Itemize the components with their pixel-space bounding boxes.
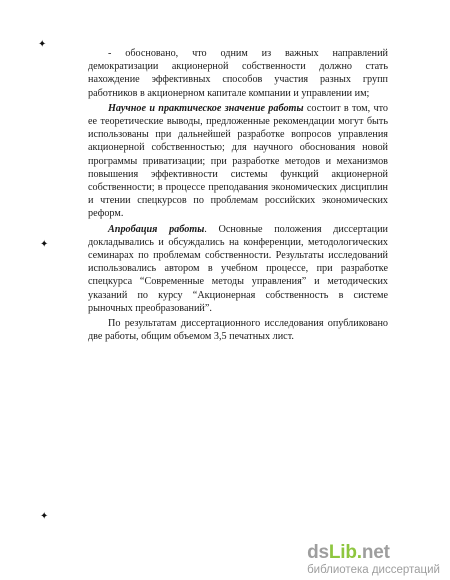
publications-text: По результатам диссертационного исследования опубликовано две работы, общим объемом 3,5 печатных лист.	[88, 318, 388, 343]
paragraph-conclusion	[88, 47, 388, 100]
page-text	[88, 47, 388, 343]
paragraph-approbation	[88, 223, 388, 315]
paragraph-practical-significance	[88, 102, 388, 221]
dslib-watermark	[307, 543, 440, 577]
paragraph-publications	[88, 317, 388, 343]
watermark-subtitle: библиотека диссертаций	[307, 564, 440, 576]
logo-part-ds: ds	[307, 542, 329, 563]
dslib-logo	[307, 543, 440, 563]
approbation-heading: Апробация работы	[108, 223, 205, 235]
binding-hole-mark-top: ✦	[38, 39, 47, 50]
logo-part-lib: Lib	[328, 542, 357, 563]
binding-hole-mark-middle: ✦	[40, 239, 49, 250]
approbation-text: . Основные положения диссертации докладывались и обсуждались на конференции, методологических семинарах по проблемам собственности. Результаты исследований использовались автором в учебном процессе, при разработке спецкурса “Современные методы управления” и методических указаний по курсу “Акционерная собственность в системе рыночных преобразований”.	[88, 223, 388, 314]
practical-significance-heading: Научное и практическое значение работы	[108, 102, 304, 114]
logo-part-net: net	[361, 542, 390, 563]
paragraph-conclusion-text: - обосновано, что одним из важных направлений демократизации акционерной собственности должно стать нахождение эффективных способов участия разных групп работников в акционерном капитале компании и управлении им;	[88, 48, 388, 99]
practical-significance-text: состоит в том, что ее теоретические выводы, предложенные рекомендации могут быть использованы при дальнейшей разработке вопросов управления акционерной собственностью; для научного обоснования новой программы приватизации; при разработке методов и механизмов повышения эффективности системы функций акционерной собственности; в процессе преподавания экономических дисциплин и чтении спецкурсов по проблемам российских экономических реформ.	[88, 102, 388, 220]
logo-part-dot: .	[356, 542, 362, 563]
binding-hole-mark-bottom: ✦	[40, 511, 49, 522]
